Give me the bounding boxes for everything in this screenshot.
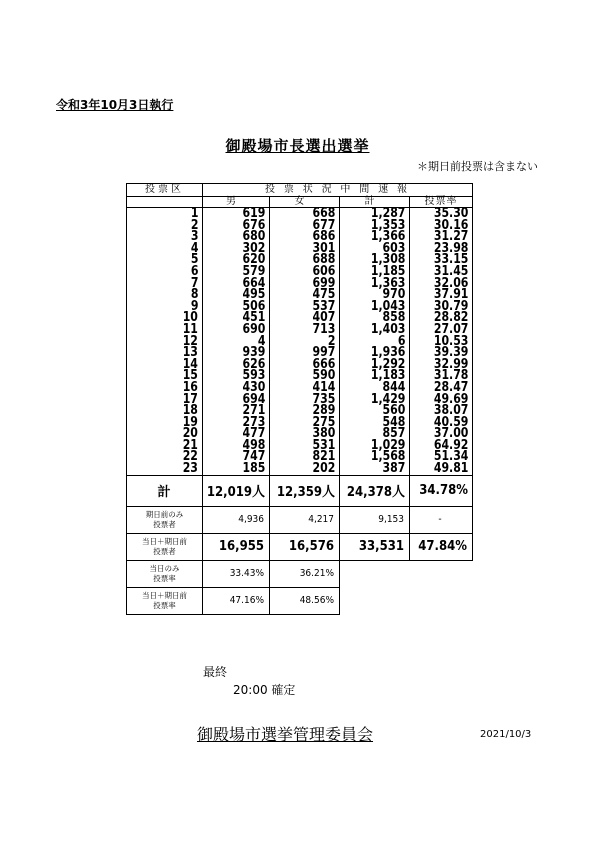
table-row bbox=[127, 301, 473, 313]
table-row bbox=[127, 359, 473, 371]
day-plus-early-total: 33,531 bbox=[340, 533, 410, 560]
cell-district: 6 bbox=[127, 266, 203, 278]
cell-district: 9 bbox=[127, 301, 203, 313]
cell-rate: 64.92 bbox=[410, 440, 473, 452]
table-row bbox=[127, 336, 473, 348]
cell-rate: 32.06 bbox=[410, 278, 473, 290]
table-row bbox=[127, 254, 473, 266]
cell-total: 1,043 bbox=[340, 301, 410, 313]
table-row bbox=[127, 220, 473, 232]
cell-male: 626 bbox=[203, 359, 270, 371]
cell-rate: 10.53 bbox=[410, 336, 473, 348]
election-date: 令和3年10月3日執行 bbox=[56, 98, 174, 112]
cell-district: 17 bbox=[127, 394, 203, 406]
total-male: 12,019人 bbox=[203, 475, 270, 506]
day-only-rate-female: 36.21% bbox=[270, 560, 340, 587]
cell-female: 666 bbox=[270, 359, 340, 371]
cell-total: 1,185 bbox=[340, 266, 410, 278]
cell-male: 4 bbox=[203, 336, 270, 348]
table-row bbox=[127, 266, 473, 278]
cell-total: 858 bbox=[340, 312, 410, 324]
cell-district: 2 bbox=[127, 220, 203, 232]
cell-female: 997 bbox=[270, 347, 340, 359]
day-plus-early-male: 16,955 bbox=[203, 533, 270, 560]
cell-district: 13 bbox=[127, 347, 203, 359]
cell-male: 694 bbox=[203, 394, 270, 406]
total-female: 12,359人 bbox=[270, 475, 340, 506]
cell-female: 688 bbox=[270, 254, 340, 266]
cell-female: 2 bbox=[270, 336, 340, 348]
cell-rate: 39.39 bbox=[410, 347, 473, 359]
cell-male: 664 bbox=[203, 278, 270, 290]
cell-total: 1,366 bbox=[340, 231, 410, 243]
cell-female: 202 bbox=[270, 463, 340, 475]
day-plus-early-rate: 47.84% bbox=[410, 533, 473, 560]
cell-male: 477 bbox=[203, 428, 270, 440]
day-plus-early-rate-label: 当日＋期日前 投票率 bbox=[127, 587, 203, 614]
table-row bbox=[127, 405, 473, 417]
cell-rate: 40.59 bbox=[410, 417, 473, 429]
cell-district: 3 bbox=[127, 231, 203, 243]
cell-male: 747 bbox=[203, 451, 270, 463]
cell-total: 1,403 bbox=[340, 324, 410, 336]
day-only-rate-row bbox=[127, 560, 473, 587]
cell-district: 5 bbox=[127, 254, 203, 266]
cell-female: 380 bbox=[270, 428, 340, 440]
cell-rate: 23.98 bbox=[410, 243, 473, 255]
cell-male: 579 bbox=[203, 266, 270, 278]
table-row bbox=[127, 428, 473, 440]
table-row bbox=[127, 347, 473, 359]
cell-male: 619 bbox=[203, 208, 270, 220]
cell-female: 821 bbox=[270, 451, 340, 463]
cell-district: 23 bbox=[127, 463, 203, 475]
cell-male: 273 bbox=[203, 417, 270, 429]
cell-total: 603 bbox=[340, 243, 410, 255]
cell-male: 430 bbox=[203, 382, 270, 394]
cell-male: 495 bbox=[203, 289, 270, 301]
cell-total: 857 bbox=[340, 428, 410, 440]
table-row bbox=[127, 278, 473, 290]
table-row bbox=[127, 243, 473, 255]
cell-male: 185 bbox=[203, 463, 270, 475]
table-row bbox=[127, 289, 473, 301]
table-subheader-row bbox=[127, 197, 473, 208]
cell-female: 475 bbox=[270, 289, 340, 301]
cell-total: 1,287 bbox=[340, 208, 410, 220]
header-female: 女 bbox=[270, 197, 340, 208]
cell-female: 606 bbox=[270, 266, 340, 278]
cell-total: 1,363 bbox=[340, 278, 410, 290]
day-plus-early-rate-female: 48.56% bbox=[270, 587, 340, 614]
cell-rate: 31.45 bbox=[410, 266, 473, 278]
empty-cell bbox=[340, 587, 473, 614]
cell-female: 668 bbox=[270, 208, 340, 220]
cell-female: 713 bbox=[270, 324, 340, 336]
cell-male: 690 bbox=[203, 324, 270, 336]
cell-rate: 37.91 bbox=[410, 289, 473, 301]
cell-male: 593 bbox=[203, 370, 270, 382]
header-total: 計 bbox=[340, 197, 410, 208]
cell-female: 301 bbox=[270, 243, 340, 255]
cell-rate: 49.69 bbox=[410, 394, 473, 406]
cell-rate: 27.07 bbox=[410, 324, 473, 336]
cell-district: 11 bbox=[127, 324, 203, 336]
cell-district: 22 bbox=[127, 451, 203, 463]
cell-female: 590 bbox=[270, 370, 340, 382]
table-header-row bbox=[127, 184, 473, 197]
cell-district: 21 bbox=[127, 440, 203, 452]
early-only-total: 9,153 bbox=[340, 506, 410, 533]
cell-total: 970 bbox=[340, 289, 410, 301]
document-title: 御殿場市長選出選挙 bbox=[225, 137, 370, 155]
cell-total: 1,029 bbox=[340, 440, 410, 452]
cell-male: 620 bbox=[203, 254, 270, 266]
empty-cell bbox=[340, 560, 473, 587]
day-plus-early-rate-male: 47.16% bbox=[203, 587, 270, 614]
cell-total: 560 bbox=[340, 405, 410, 417]
cell-total: 1,183 bbox=[340, 370, 410, 382]
header-group-title: 投 票 状 況 中 間 速 報 bbox=[203, 184, 473, 197]
cell-total: 1,429 bbox=[340, 394, 410, 406]
cell-female: 686 bbox=[270, 231, 340, 243]
table-row bbox=[127, 440, 473, 452]
cell-rate: 49.81 bbox=[410, 463, 473, 475]
early-only-male: 4,936 bbox=[203, 506, 270, 533]
day-plus-early-row bbox=[127, 533, 473, 560]
cell-male: 498 bbox=[203, 440, 270, 452]
cell-male: 271 bbox=[203, 405, 270, 417]
header-male: 男 bbox=[203, 197, 270, 208]
table-row bbox=[127, 417, 473, 429]
committee-name: 御殿場市選挙管理委員会 bbox=[197, 725, 374, 744]
cell-female: 289 bbox=[270, 405, 340, 417]
table-row bbox=[127, 394, 473, 406]
confirmed-time: 20:00 確定 bbox=[233, 683, 296, 697]
cell-female: 531 bbox=[270, 440, 340, 452]
table-row bbox=[127, 231, 473, 243]
cell-total: 548 bbox=[340, 417, 410, 429]
cell-district: 4 bbox=[127, 243, 203, 255]
cell-district: 1 bbox=[127, 208, 203, 220]
day-plus-early-label: 当日＋期日前 投票者 bbox=[127, 533, 203, 560]
cell-district: 8 bbox=[127, 289, 203, 301]
cell-rate: 28.82 bbox=[410, 312, 473, 324]
table-row bbox=[127, 312, 473, 324]
early-only-female: 4,217 bbox=[270, 506, 340, 533]
cell-total: 1,353 bbox=[340, 220, 410, 232]
cell-total: 6 bbox=[340, 336, 410, 348]
cell-district: 12 bbox=[127, 336, 203, 348]
cell-rate: 31.27 bbox=[410, 231, 473, 243]
cell-female: 407 bbox=[270, 312, 340, 324]
cell-rate: 30.16 bbox=[410, 220, 473, 232]
cell-female: 537 bbox=[270, 301, 340, 313]
cell-district: 18 bbox=[127, 405, 203, 417]
cell-district: 19 bbox=[127, 417, 203, 429]
cell-district: 14 bbox=[127, 359, 203, 371]
cell-rate: 35.30 bbox=[410, 208, 473, 220]
table-row bbox=[127, 382, 473, 394]
total-rate: 34.78% bbox=[410, 475, 473, 506]
cell-male: 680 bbox=[203, 231, 270, 243]
cell-female: 699 bbox=[270, 278, 340, 290]
day-plus-early-female: 16,576 bbox=[270, 533, 340, 560]
table-row bbox=[127, 208, 473, 220]
cell-district: 15 bbox=[127, 370, 203, 382]
table-row bbox=[127, 324, 473, 336]
day-only-rate-label: 当日のみ 投票率 bbox=[127, 560, 203, 587]
cell-total: 1,308 bbox=[340, 254, 410, 266]
total-label: 計 bbox=[127, 475, 203, 506]
cell-female: 677 bbox=[270, 220, 340, 232]
total-all: 24,378人 bbox=[340, 475, 410, 506]
cell-male: 302 bbox=[203, 243, 270, 255]
cell-rate: 33.15 bbox=[410, 254, 473, 266]
header-rate: 投票率 bbox=[410, 197, 473, 208]
cell-total: 387 bbox=[340, 463, 410, 475]
cell-rate: 37.00 bbox=[410, 428, 473, 440]
cell-female: 735 bbox=[270, 394, 340, 406]
cell-male: 506 bbox=[203, 301, 270, 313]
table-row bbox=[127, 370, 473, 382]
cell-female: 275 bbox=[270, 417, 340, 429]
cell-district: 20 bbox=[127, 428, 203, 440]
cell-rate: 30.79 bbox=[410, 301, 473, 313]
note: ＊期日前投票は含まない bbox=[417, 160, 538, 173]
cell-total: 1,568 bbox=[340, 451, 410, 463]
cell-rate: 31.78 bbox=[410, 370, 473, 382]
cell-district: 10 bbox=[127, 312, 203, 324]
day-plus-early-rate-row bbox=[127, 587, 473, 614]
cell-district: 7 bbox=[127, 278, 203, 290]
cell-female: 414 bbox=[270, 382, 340, 394]
final-label: 最終 bbox=[203, 665, 228, 679]
cell-male: 451 bbox=[203, 312, 270, 324]
early-only-row bbox=[127, 506, 473, 533]
cell-total: 844 bbox=[340, 382, 410, 394]
cell-rate: 51.34 bbox=[410, 451, 473, 463]
table-row bbox=[127, 451, 473, 463]
cell-rate: 32.99 bbox=[410, 359, 473, 371]
total-row bbox=[127, 475, 473, 506]
cell-district: 16 bbox=[127, 382, 203, 394]
table-row bbox=[127, 463, 473, 475]
early-only-label: 期日前のみ 投票者 bbox=[127, 506, 203, 533]
cell-total: 1,936 bbox=[340, 347, 410, 359]
cell-male: 676 bbox=[203, 220, 270, 232]
results-table bbox=[126, 183, 473, 615]
header-district: 投票区 bbox=[127, 184, 203, 197]
cell-male: 939 bbox=[203, 347, 270, 359]
footer-date: 2021/10/3 bbox=[480, 729, 532, 740]
early-only-rate: - bbox=[410, 506, 473, 533]
cell-total: 1,292 bbox=[340, 359, 410, 371]
cell-rate: 38.07 bbox=[410, 405, 473, 417]
cell-rate: 28.47 bbox=[410, 382, 473, 394]
day-only-rate-male: 33.43% bbox=[203, 560, 270, 587]
